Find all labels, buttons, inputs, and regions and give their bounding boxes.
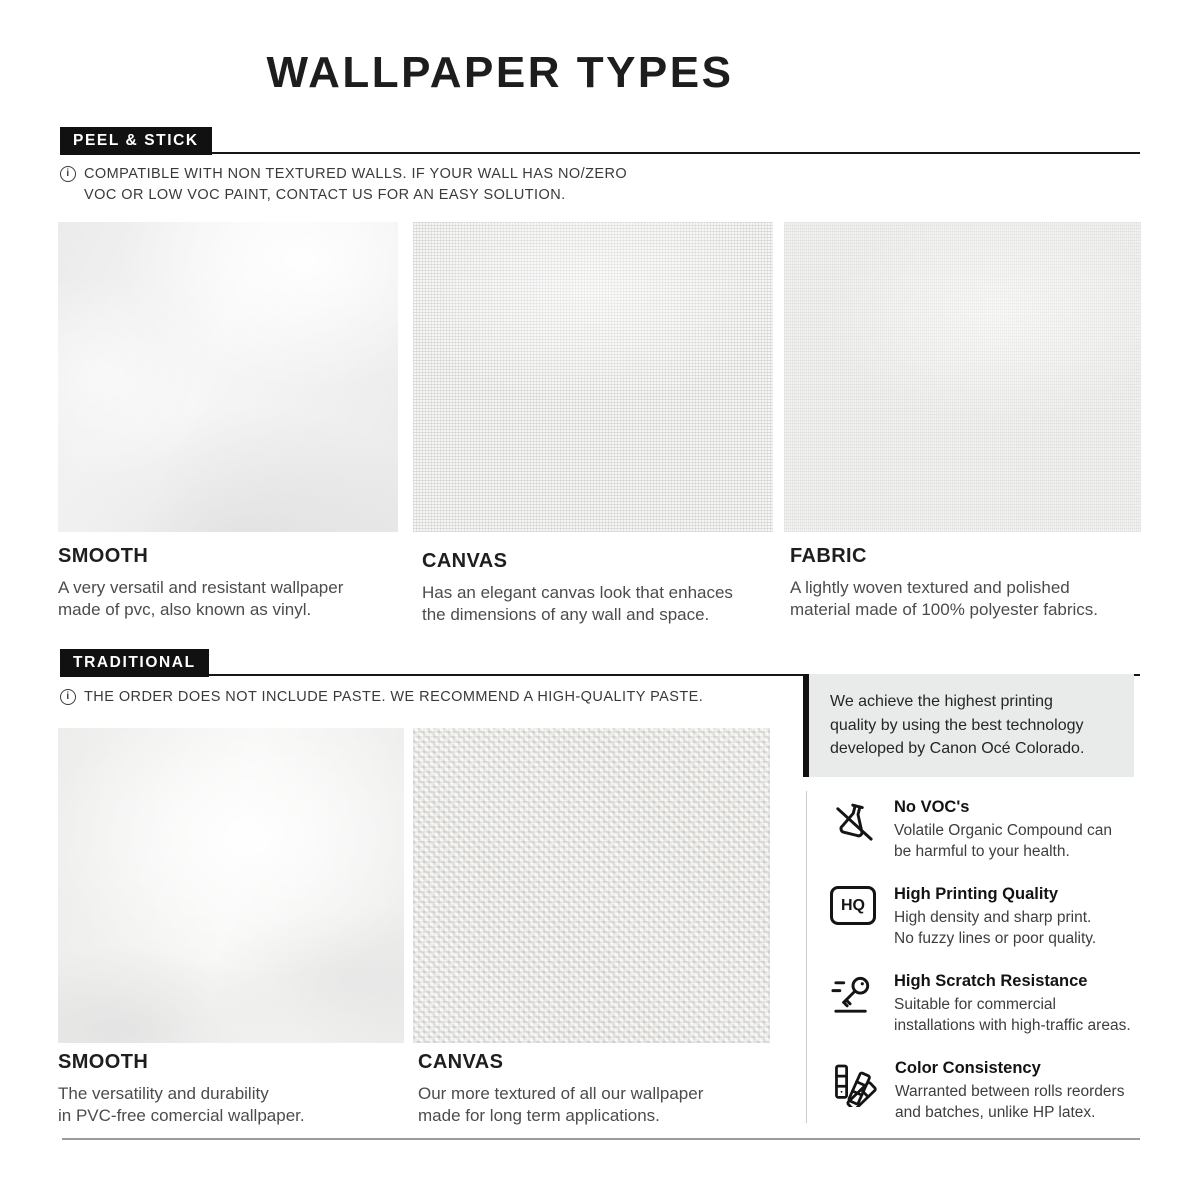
- swatch-description: A very versatil and resistant wallpaper made of pvc, also known as vinyl.: [58, 578, 344, 619]
- peel-stick-note-text: COMPATIBLE WITH NON TEXTURED WALLS. IF YOUR WALL HAS NO/ZERO VOC OR LOW VOC PAINT, CONTACT US FOR AN EASY SOLUTION.: [84, 166, 628, 203]
- peel-stick-badge: PEEL & STICK: [60, 127, 212, 155]
- feature-title: High Printing Quality: [894, 885, 1059, 903]
- bottom-divider-line: [62, 1138, 1140, 1140]
- traditional-badge: TRADITIONAL: [60, 649, 209, 677]
- traditional-divider-line: [60, 649, 1140, 676]
- peel-stick-canvas-caption: [422, 550, 733, 625]
- swatch-name: CANVAS: [418, 1051, 504, 1073]
- swatch-description: The versatility and durability in PVC-free comercial wallpaper.: [58, 1084, 305, 1125]
- swatch-description: Our more textured of all our wallpaper made for long term applications.: [418, 1084, 704, 1125]
- traditional-note-text: THE ORDER DOES NOT INCLUDE PASTE. WE RECOMMEND A HIGH-QUALITY PASTE.: [84, 689, 704, 705]
- swatch-name: FABRIC: [790, 545, 867, 567]
- quality-feature-list: [806, 791, 1190, 1123]
- feature-title: High Scratch Resistance: [894, 972, 1088, 990]
- feature-scratch-resistance: [830, 972, 1190, 1036]
- info-circle-icon: i: [60, 689, 76, 705]
- peel-stick-smooth-swatch-image: [58, 222, 398, 532]
- quote-text: We achieve the highest printing quality by using the best technology developed by Canon Océ Colorado.: [830, 693, 1085, 757]
- traditional-smooth-caption: [58, 1051, 305, 1126]
- no-voc-flask-icon: [830, 798, 877, 862]
- swatch-description: Has an elegant canvas look that enhaces the dimensions of any wall and space.: [422, 583, 733, 624]
- feature-title: Color Consistency: [895, 1059, 1041, 1077]
- feature-color-consistency: [830, 1059, 1190, 1123]
- peel-stick-note: [60, 164, 627, 206]
- swatch-name: SMOOTH: [58, 545, 149, 567]
- traditional-smooth-swatch-image: [58, 728, 404, 1043]
- feature-high-printing-quality: [830, 885, 1190, 949]
- feature-description: Volatile Organic Compound can be harmful to your health.: [894, 822, 1112, 860]
- info-circle-icon: i: [60, 166, 76, 182]
- color-swatches-icon: [830, 1059, 878, 1123]
- peel-stick-fabric-swatch-image: [784, 222, 1141, 532]
- swatch-name: SMOOTH: [58, 1051, 149, 1073]
- peel-stick-smooth-caption: [58, 545, 343, 620]
- traditional-note: [60, 687, 703, 708]
- peel-stick-fabric-caption: [790, 545, 1098, 620]
- traditional-canvas-swatch-image: [413, 728, 770, 1043]
- feature-description: Warranted between rolls reorders and batches, unlike HP latex.: [895, 1083, 1125, 1121]
- feature-no-voc: [830, 798, 1190, 862]
- scratch-key-icon: [830, 972, 877, 1036]
- feature-description: High density and sharp print. No fuzzy lines or poor quality.: [894, 909, 1097, 947]
- traditional-canvas-caption: [418, 1051, 703, 1126]
- page-title: WALLPAPER TYPES: [266, 48, 734, 97]
- feature-description: Suitable for commercial installations with high-traffic areas.: [894, 996, 1131, 1034]
- swatch-description: A lightly woven textured and polished material made of 100% polyester fabrics.: [790, 578, 1099, 619]
- hq-badge-icon: HQ: [830, 885, 877, 949]
- printing-quality-quote-box: [803, 674, 1134, 777]
- peel-stick-canvas-swatch-image: [413, 222, 773, 532]
- peel-stick-divider-line: [60, 127, 1140, 154]
- swatch-name: CANVAS: [422, 550, 508, 572]
- feature-title: No VOC's: [894, 798, 970, 816]
